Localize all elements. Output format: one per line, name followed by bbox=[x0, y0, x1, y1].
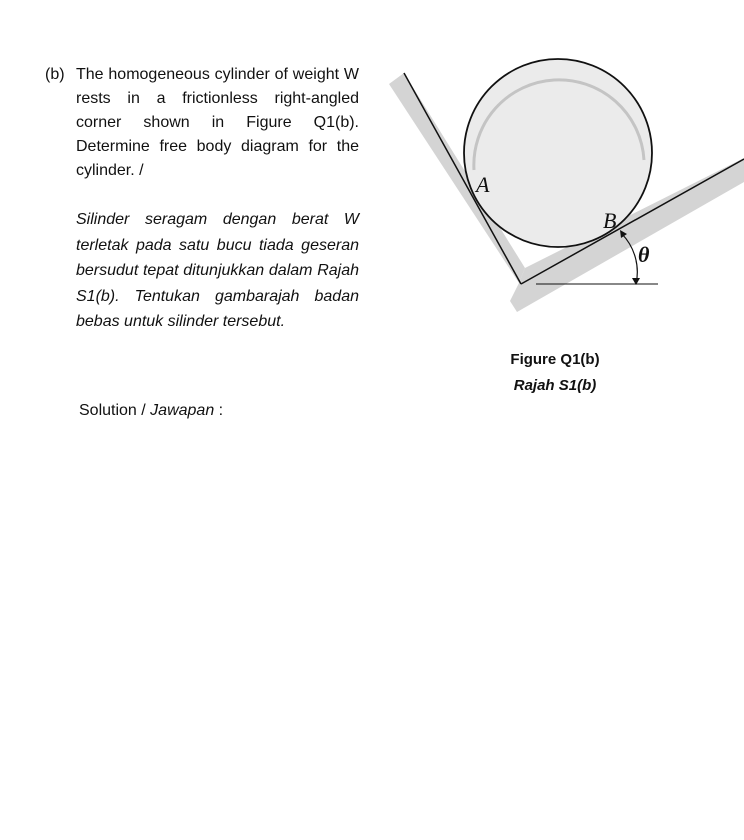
point-b-label: B bbox=[603, 208, 617, 233]
question-label: (b) bbox=[45, 66, 65, 83]
figure-q1b bbox=[380, 50, 744, 320]
cylinder bbox=[464, 59, 652, 247]
solution-label: Solution / bbox=[79, 402, 146, 419]
question-text-english: The homogeneous cylinder of weight W rests in a frictionless right-angled corner shown in Figure Q1(b). Determine free body diagram for the cylinder. / bbox=[76, 66, 359, 179]
solution-heading bbox=[79, 400, 223, 422]
cylinder-corner-diagram bbox=[380, 50, 744, 320]
solution-label-malay: Jawapan bbox=[150, 402, 215, 419]
theta-label: θ bbox=[638, 242, 650, 267]
point-a-label: A bbox=[476, 172, 490, 197]
question-text-malay: Silinder seragam dengan berat W terletak pada satu bucu tiada geseran bersudut tepat ditunjukkan dalam Rajah S1(b). Tentukan gambarajah badan bebas untuk silinder tersebut. bbox=[76, 211, 359, 331]
solution-colon: : bbox=[218, 402, 224, 419]
figure-caption-malay: Rajah S1(b) bbox=[513, 377, 597, 394]
figure-caption-english: Figure Q1(b) bbox=[510, 351, 600, 368]
